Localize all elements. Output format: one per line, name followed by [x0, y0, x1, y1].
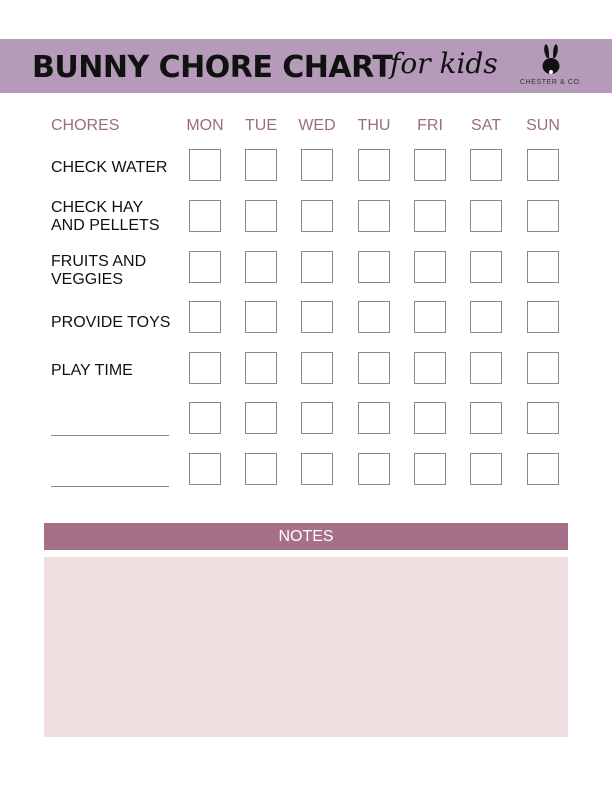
blank-chore-line[interactable] — [51, 435, 169, 436]
chore-checkbox[interactable] — [245, 352, 277, 384]
chore-checkbox[interactable] — [527, 301, 559, 333]
chore-checkbox[interactable] — [527, 453, 559, 485]
chore-checkbox[interactable] — [358, 402, 390, 434]
day-heading-tue: TUE — [245, 117, 277, 134]
chore-label — [51, 159, 181, 177]
chore-checkbox[interactable] — [189, 200, 221, 232]
chore-label — [51, 253, 181, 289]
chore-checkbox[interactable] — [358, 200, 390, 232]
day-heading-sat: SAT — [471, 117, 501, 134]
day-heading-mon: MON — [186, 117, 224, 134]
chore-label-line: VEGGIES — [51, 271, 124, 288]
blank-chore-line[interactable] — [51, 486, 169, 487]
notes-area[interactable] — [44, 557, 568, 737]
chore-checkbox[interactable] — [358, 251, 390, 283]
chore-checkbox[interactable] — [414, 301, 446, 333]
chore-checkbox[interactable] — [358, 453, 390, 485]
chore-checkbox[interactable] — [189, 251, 221, 283]
chore-checkbox[interactable] — [189, 149, 221, 181]
chore-checkbox[interactable] — [245, 453, 277, 485]
chore-checkbox[interactable] — [414, 251, 446, 283]
chore-label — [51, 314, 181, 332]
chore-checkbox[interactable] — [470, 149, 502, 181]
chore-checkbox[interactable] — [470, 453, 502, 485]
chore-checkbox[interactable] — [358, 352, 390, 384]
chore-checkbox[interactable] — [527, 352, 559, 384]
chore-checkbox[interactable] — [527, 402, 559, 434]
chore-label-line: CHECK HAY — [51, 199, 144, 216]
chore-checkbox[interactable] — [189, 301, 221, 333]
chore-checkbox[interactable] — [301, 402, 333, 434]
chore-checkbox[interactable] — [189, 402, 221, 434]
chore-checkbox[interactable] — [414, 402, 446, 434]
chore-checkbox[interactable] — [301, 149, 333, 181]
page-title: BUNNY CHORE CHART — [32, 50, 393, 85]
day-heading-sun: SUN — [526, 117, 560, 134]
chore-checkbox[interactable] — [189, 453, 221, 485]
bunny-icon — [539, 43, 563, 75]
chore-checkbox[interactable] — [470, 200, 502, 232]
chore-checkbox[interactable] — [527, 200, 559, 232]
chore-checkbox[interactable] — [245, 149, 277, 181]
chore-checkbox[interactable] — [527, 149, 559, 181]
chore-label-line: AND PELLETS — [51, 217, 160, 234]
chore-checkbox[interactable] — [414, 352, 446, 384]
day-heading-wed: WED — [298, 117, 336, 134]
notes-heading: NOTES — [44, 523, 568, 550]
chore-checkbox[interactable] — [301, 200, 333, 232]
chore-checkbox[interactable] — [527, 251, 559, 283]
brand-name: CHESTER & CO. — [519, 79, 583, 86]
chore-label-line: PROVIDE TOYS — [51, 314, 171, 331]
chore-label-line: CHECK WATER — [51, 159, 168, 176]
chore-checkbox[interactable] — [470, 352, 502, 384]
chores-column-heading: CHORES — [51, 117, 120, 134]
chore-checkbox[interactable] — [245, 251, 277, 283]
day-heading-thu: THU — [357, 117, 391, 134]
chore-checkbox[interactable] — [245, 402, 277, 434]
chore-checkbox[interactable] — [414, 453, 446, 485]
chore-checkbox[interactable] — [245, 200, 277, 232]
chore-checkbox[interactable] — [414, 149, 446, 181]
day-heading-fri: FRI — [417, 117, 443, 134]
chore-checkbox[interactable] — [301, 352, 333, 384]
chore-checkbox[interactable] — [358, 149, 390, 181]
chore-checkbox[interactable] — [470, 301, 502, 333]
chore-checkbox[interactable] — [301, 251, 333, 283]
chore-checkbox[interactable] — [245, 301, 277, 333]
chore-checkbox[interactable] — [189, 352, 221, 384]
chore-label-line: FRUITS AND — [51, 253, 147, 270]
chore-checkbox[interactable] — [414, 200, 446, 232]
chore-checkbox[interactable] — [470, 402, 502, 434]
chore-checkbox[interactable] — [470, 251, 502, 283]
chore-label — [51, 362, 181, 380]
chore-checkbox[interactable] — [301, 301, 333, 333]
chore-checkbox[interactable] — [358, 301, 390, 333]
chore-label-line: PLAY TIME — [51, 362, 133, 379]
page-subtitle: for kids — [390, 47, 498, 80]
chore-label — [51, 199, 181, 235]
chore-checkbox[interactable] — [301, 453, 333, 485]
